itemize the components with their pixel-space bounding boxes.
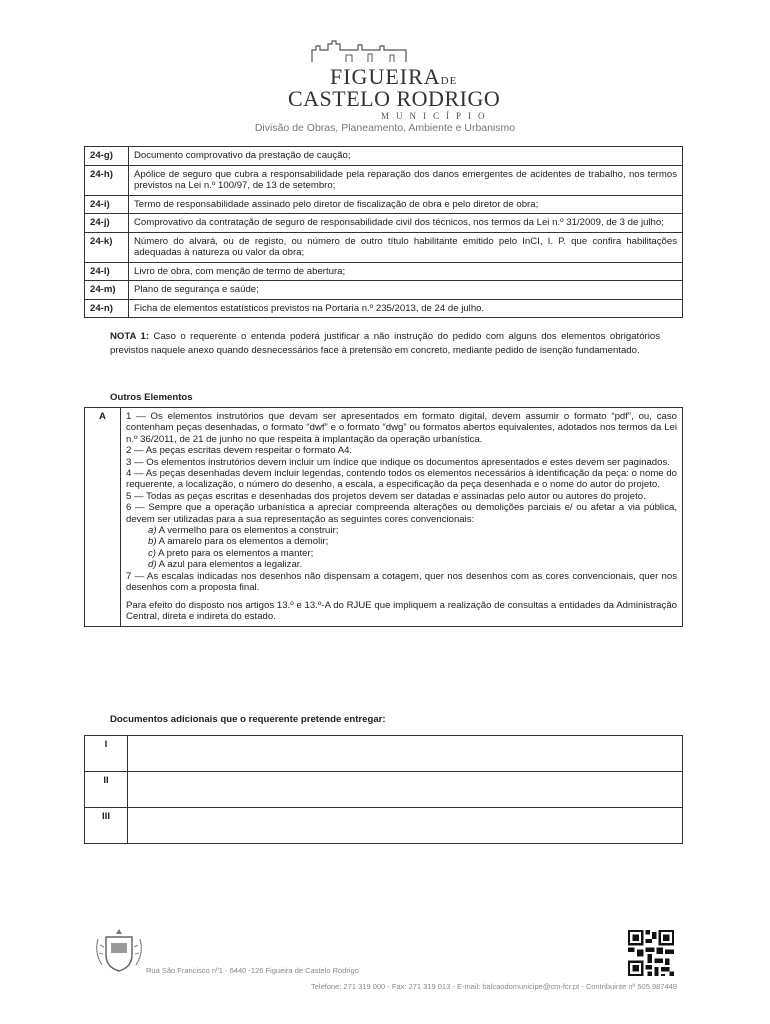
color-item: b) A amarelo para os elementos a demolir; (148, 536, 329, 548)
row-text: Livro de obra, com menção de termo de abertura; (129, 262, 683, 281)
table-row (85, 232, 683, 262)
logo-line-2: CASTELO RODRIGO (288, 86, 501, 111)
nota-label: NOTA 1: (110, 331, 150, 342)
doc-entry-field[interactable] (128, 772, 683, 808)
row-code: 24-i) (85, 195, 129, 214)
table-row (85, 165, 683, 195)
outros-item-5: 5 — Todas as peças escritas e desenhadas dos projetos devem ser datadas e assinadas pelo autor ou autores do projeto. (126, 490, 646, 502)
nota-paragraph (110, 330, 660, 357)
table-row (85, 147, 683, 166)
row-code: 24-k) (85, 232, 129, 262)
outros-item-2: 2 — As peças escritas devem respeitar o formato A4. (126, 445, 353, 457)
outros-item-1: 1 — Os elementos instrutórios que devam ser apresentados em formato digital, devem assumir o formato “pdf”, ou, caso contenham peças desenhadas, o formato “dwf” e o formato “dwg” ou formatos abertos equivalentes, adotados nos termos da Lei n.º 36/2011, de 21 de junho no que respeita à implantação da operação urbanística. (126, 411, 677, 445)
table-row (85, 299, 683, 318)
outros-item-4: 4 — As peças desenhadas devem incluir legendas, contendo todos os elementos necessários à identificação da peça: o nome do requerente, a localização, o número do desenho, a escala, a especificação da peça desenhada e o nome do autor do projeto. (126, 468, 677, 491)
row-text: Plano de segurança e saúde; (129, 281, 683, 300)
row-code: II (85, 772, 128, 808)
docs-table (84, 735, 683, 844)
row-code: I (85, 736, 128, 772)
row-text: Comprovativo da contratação de seguro de responsabilidade civil dos técnicos, nos termos da Lei n.º 31/2009, de 3 de julho; (129, 214, 683, 233)
row-code: 24-n) (85, 299, 129, 318)
row-text: Ficha de elementos estatísticos previstos na Portaria n.º 235/2013, de 24 de julho. (129, 299, 683, 318)
color-item: c) A preto para os elementos a manter; (148, 547, 314, 559)
row-text: Termo de responsabilidade assinado pelo diretor de fiscalização de obra e pelo diretor de obra; (129, 195, 683, 214)
municipality-logo (280, 40, 500, 120)
coat-of-arms-icon (92, 925, 146, 973)
table-row (85, 195, 683, 214)
row-code: A (85, 408, 121, 627)
table-row (85, 281, 683, 300)
row-text: Apólice de seguro que cubra a responsabilidade pela reparação dos danos emergentes de acidentes de trabalho, nos termos previstos na Lei n.º 100/97, de 13 de setembro; (129, 165, 683, 195)
castle-icon (310, 40, 410, 64)
row-code: 24-l) (85, 262, 129, 281)
footer-contacts: Telefone: 271 319 000 - Fax: 271 319 013 - E-mail: balcaodomunicipe@cm-fcr.pt - Contribuinte nº 505 987449 (311, 982, 677, 991)
doc-entry-field[interactable] (128, 736, 683, 772)
footer-address: Rua São Francisco nº1 - 6440 -126 Figueira de Castelo Rodrigo (146, 966, 359, 975)
row-code: III (85, 808, 128, 844)
logo-line-1: FIGUEIRADE (330, 64, 458, 89)
requirements-table (84, 146, 683, 318)
row-code: 24-h) (85, 165, 129, 195)
outros-item-6: 6 — Sempre que a operação urbanística a apreciar compreenda alterações ou demolições parciais e/ ou afetar a via pública, devem ser utilizadas para a sua representação as seguintes cores convencionais: (126, 502, 677, 525)
row-code: 24-m) (85, 281, 129, 300)
division-name: Divisão de Obras, Planeamento, Ambiente e Urbanismo (254, 122, 516, 134)
color-item: d) A azul para elementos a legalizar. (148, 559, 303, 571)
outros-table (84, 407, 683, 627)
row-text: Documento comprovativo da prestação de caução; (129, 147, 683, 166)
logo-line-3: MUNICÍPIO (381, 111, 492, 121)
table-row (85, 772, 683, 808)
qr-code-icon (628, 930, 674, 976)
table-row (85, 808, 683, 844)
row-text: Número do alvará, ou de registo, ou número de outro título habilitante emitido pelo InCI, I. P. que confira habilitações adequadas à natureza ou valor da obra; (129, 232, 683, 262)
table-row (85, 736, 683, 772)
outros-item-7: 7 — As escalas indicadas nos desenhos não dispensam a cotagem, quer nos desenhos com as cores convencionais, quer nos desenhos com a proposta final. (126, 570, 677, 594)
nota-text: Caso o requerente o entenda poderá justificar a não instrução do pedido com alguns dos elementos obrigatórios previstos naquele anexo quando desnecessários face à pretensão em concreto, mediante pedido de isenção fundamentado. (110, 331, 660, 356)
doc-entry-field[interactable] (128, 808, 683, 844)
docs-title: Documentos adicionais que o requerente pretende entregar: (110, 714, 386, 725)
row-code: 24-g) (85, 147, 129, 166)
table-row (85, 262, 683, 281)
outros-title: Outros Elementos (110, 392, 193, 403)
outros-item-3: 3 — Os elementos instrutórios devem incluir um índice que indique os documentos apresentados e estes devem ser paginados. (126, 456, 670, 468)
row-code: 24-j) (85, 214, 129, 233)
outros-item-8: Para efeito do disposto nos artigos 13.º e 13.º-A do RJUE que impliquem a realização de consultas a entidades da Administração Central, direta e indireta do estado. (126, 599, 677, 622)
table-row (85, 408, 683, 627)
color-item: a) A vermelho para os elementos a construir; (148, 525, 339, 537)
row-text (121, 408, 683, 627)
table-row (85, 214, 683, 233)
